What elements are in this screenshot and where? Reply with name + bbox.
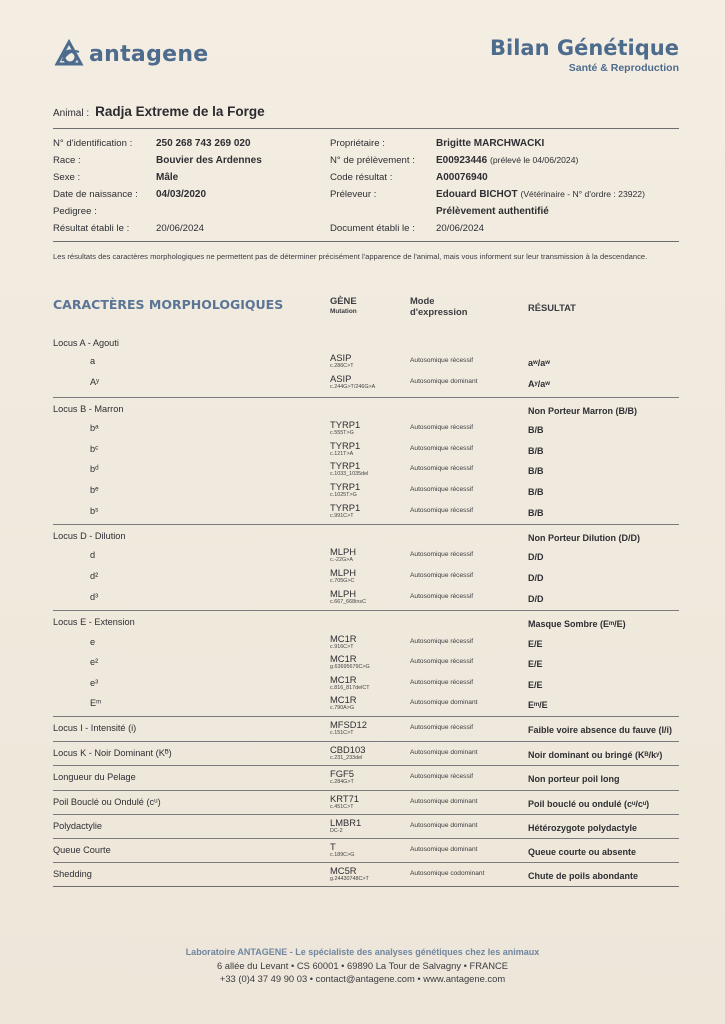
table-row [53,814,679,834]
locus-label: Locus K - Noir Dominant (Kᴮ) [53,748,172,758]
gene-name: MC1R [330,633,357,644]
result-value: D/D [528,573,544,583]
brand-name: antagene [89,41,209,67]
result-code-label: Code résultat : [330,172,393,183]
gene-name: MLPH [330,546,357,557]
table-row [53,765,679,785]
expression-mode: Autosomique récessif [410,773,474,780]
footer-lab-line: Laboratoire ANTAGENE - Le spécialiste des analyses génétiques chez les animaux [185,947,540,957]
expression-mode: Autosomique récessif [410,445,474,452]
sampler-value [436,189,645,200]
gene-name: T [330,841,336,852]
gene-cell [330,842,354,858]
gene-cell [330,503,360,519]
gene-cell [330,634,357,650]
antagene-logo-icon [53,38,85,70]
divider [53,886,679,887]
gene-cell [330,568,356,584]
result-value: Hétérozygote polydactyle [528,823,638,833]
mutation-code: c.1033_1035del [330,471,369,477]
gene-name: TYRP1 [330,440,361,451]
gene-name: MC1R [330,694,357,705]
expression-mode: Autosomique dominant [410,798,478,805]
gene-cell [330,589,366,605]
gene-cell [330,374,375,390]
result-value: E/E [528,639,543,649]
result-value: D/D [528,594,544,604]
gene-name: ASIP [330,352,352,363]
gene-name: LMBR1 [330,817,362,828]
result-value: Queue courte ou absente [528,847,637,857]
locus-label: Locus A - Agouti [53,338,119,348]
gene-header: GÈNE [330,295,357,306]
table-row [53,610,679,629]
allele-label: d [90,550,96,560]
expression-mode: Autosomique récessif [410,679,474,686]
result-value: Non Porteur Marron (B/B) [528,406,637,416]
allele-label: e [90,637,96,647]
gene-cell [330,353,354,369]
sampler-details: (Vétérinaire - N° d'ordre : 23922) [520,189,645,199]
gene-cell [330,675,370,691]
result-value: Masque Sombre (Eᵐ/E) [528,619,626,629]
mutation-code: c.286C>T [330,363,354,369]
footer [0,946,725,985]
allele-label: d³ [90,592,99,602]
allele-label: bᵉ [90,485,99,495]
result-value: Non Porteur Dilution (D/D) [528,533,640,543]
table-row [53,838,679,858]
allele-label: bᵈ [90,464,99,474]
animal-label: Animal : [53,108,90,119]
allele-label: Aʸ [90,377,100,387]
expression-mode: Autosomique récessif [410,424,474,431]
mutation-code: c.667_668insC [330,599,366,605]
allele-label: a [90,356,96,366]
mutation-code: c.244G>T/246G>A [330,384,376,390]
gene-cell [330,420,360,436]
gene-name: ASIP [330,373,352,384]
mode-column-header: Mode d'expression [410,295,468,317]
locus-label: Polydactylie [53,821,103,831]
sample-date: (prélevé le 04/06/2024) [489,155,579,165]
result-value: Faible voire absence du fauve (I/i) [528,725,673,735]
locus-label: Shedding [53,869,92,879]
gene-name: MC1R [330,653,357,664]
expression-mode: Autosomique dominant [410,378,478,385]
expression-mode: Autosomique récessif [410,724,474,731]
result-value: B/B [528,508,544,518]
result-value: B/B [528,487,544,497]
divider [53,241,679,242]
mutation-code: g.63695679C>G [330,664,370,670]
expression-mode: Autosomique récessif [410,638,474,645]
gene-cell [330,720,367,736]
gene-name: FGF5 [330,768,354,779]
result-date-label: Résultat établi le : [53,223,130,234]
result-value: B/B [528,446,544,456]
result-value: B/B [528,466,544,476]
gene-name: MLPH [330,588,357,599]
mutation-code: c.121T>A [330,451,354,457]
allele-label: bᵃ [90,423,99,433]
table-row [53,524,679,543]
sample-number-label: N° de prélèvement : [330,155,415,166]
mutation-code: c.231_233del [330,755,363,761]
expression-mode: Autosomique dominant [410,749,478,756]
expression-mode: Autosomique récessif [410,486,474,493]
document-title-block [490,36,679,74]
disclaimer-note: Les résultats des caractères morphologiques ne permettent pas de déterminer précisément l'apparence de l'animal, mais vous informent sur leur transmission à la descendance. [53,252,648,261]
result-value: B/B [528,425,544,435]
gene-cell [330,818,361,834]
birthdate-label: Date de naissance : [53,189,138,200]
mutation-code: g.24430748C>T [330,876,369,882]
result-value: Chute de poils abondante [528,871,639,881]
mutation-header: Mutation [330,308,357,315]
breed-value: Bouvier des Ardennes [156,155,262,166]
mutation-code: DC-2 [330,828,343,834]
sex-value: Mâle [156,172,179,183]
expression-mode: Autosomique récessif [410,551,474,558]
table-row [53,716,679,736]
owner-value: Brigitte MARCHWACKI [436,138,545,149]
gene-cell [330,461,368,477]
locus-label: Poil Bouclé ou Ondulé (cᵘ) [53,797,161,807]
result-value: Eᵐ/E [528,700,548,710]
document-subtitle: Santé & Reproduction [568,62,679,74]
id-label: N° d'identification : [53,138,133,149]
gene-name: MC1R [330,674,357,685]
expression-mode: Autosomique récessif [410,465,474,472]
result-column-header: RÉSULTAT [528,302,576,313]
document-title: Bilan Génétique [490,36,679,60]
mutation-code: c.790A>G [330,705,355,711]
animal-name: Radja Extreme de la Forge [95,104,265,119]
result-value: Poil bouclé ou ondulé (cᵘ/cᵘ) [528,799,650,809]
gene-cell [330,866,369,882]
result-value: Non porteur poil long [528,774,620,784]
locus-label: Queue Courte [53,845,111,855]
gene-cell [330,769,354,785]
result-value: Noir dominant ou bringé (Kᴮ/kʸ) [528,750,663,760]
sample-number: E00923446 [436,155,488,166]
breed-label: Race : [53,155,81,166]
mutation-code: c.1025T>G [330,492,357,498]
mutation-code: c.816_817delCT [330,685,370,691]
mutation-code: c.151C>T [330,730,354,736]
allele-label: bˢ [90,506,99,516]
locus-label: Locus B - Marron [53,404,124,414]
owner-label: Propriétaire : [330,138,385,149]
expression-mode: Autosomique récessif [410,593,474,600]
footer-contact: +33 (0)4 37 49 90 03 • contact@antagene.com • www.antagene.com [219,973,506,984]
result-value: Aʸ/aʷ [528,379,550,389]
mutation-code: c.555T>G [330,430,354,436]
sex-label: Sexe : [53,172,81,183]
gene-cell [330,695,357,711]
gene-name: TYRP1 [330,460,361,471]
gene-name: TYRP1 [330,481,361,492]
gene-column-header [330,295,357,317]
expression-mode: Autosomique récessif [410,357,474,364]
allele-label: e³ [90,678,99,688]
allele-label: Eᵐ [90,698,102,708]
locus-label: Locus D - Dilution [53,531,126,541]
gene-name: TYRP1 [330,419,361,430]
result-value: D/D [528,552,544,562]
sampler-label: Préleveur : [330,189,377,200]
expression-mode: Autosomique dominant [410,822,478,829]
table-row [53,397,679,416]
sample-number-value [436,155,578,166]
section-title: CARACTÈRES MORPHOLOGIQUES [53,297,284,312]
allele-label: e² [90,657,99,667]
birthdate-value: 04/03/2020 [156,189,207,200]
divider [53,128,679,129]
mutation-code: c.705G>C [330,578,355,584]
expression-mode: Autosomique récessif [410,658,474,665]
result-value: E/E [528,659,543,669]
table-row [53,790,679,810]
expression-mode: Autosomique codominant [410,870,485,877]
mutation-code: c.991C>T [330,513,354,519]
gene-cell [330,441,360,457]
gene-cell [330,482,360,498]
gene-cell [330,654,370,670]
allele-label: bᶜ [90,444,99,454]
gene-name: MC5R [330,865,357,876]
result-date-value: 20/06/2024 [156,223,205,234]
document-date-value: 20/06/2024 [436,223,485,234]
locus-label: Locus E - Extension [53,617,135,627]
expression-mode: Autosomique récessif [410,507,474,514]
locus-label: Longueur du Pelage [53,772,136,782]
table-row [53,741,679,761]
table-row [53,862,679,882]
expression-mode: Autosomique dominant [410,699,478,706]
result-value: E/E [528,680,543,690]
gene-name: TYRP1 [330,502,361,513]
expression-mode: Autosomique dominant [410,846,478,853]
gene-cell [330,547,356,563]
allele-label: d² [90,571,99,581]
sampler-name: Edouard BICHOT [436,189,518,200]
footer-address: 6 allée du Levant • CS 60001 • 69890 La Tour de Salvagny • FRANCE [216,960,509,971]
mutation-code: c.284G>T [330,779,354,785]
mutation-code: c.-22G>A [330,557,353,563]
mutation-code: c.189C>G [330,852,355,858]
authenticated-sample: Prélèvement authentifié [436,206,549,217]
antagene-logo [53,38,209,70]
animal-line [53,104,265,119]
gene-name: KRT71 [330,793,360,804]
locus-label: Locus I - Intensité (i) [53,723,137,733]
gene-name: MLPH [330,567,357,578]
result-code-value: A00076940 [436,172,488,183]
gene-name: CBD103 [330,744,366,755]
result-value: aʷ/aʷ [528,358,550,368]
pedigree-label: Pedigree : [53,206,97,217]
id-value: 250 268 743 269 020 [156,138,251,149]
mutation-code: c.916C>T [330,644,354,650]
gene-cell [330,745,365,761]
expression-mode: Autosomique récessif [410,572,474,579]
document-date-label: Document établi le : [330,223,415,234]
mutation-code: c.451C>T [330,804,354,810]
gene-name: MFSD12 [330,719,367,730]
gene-cell [330,794,359,810]
